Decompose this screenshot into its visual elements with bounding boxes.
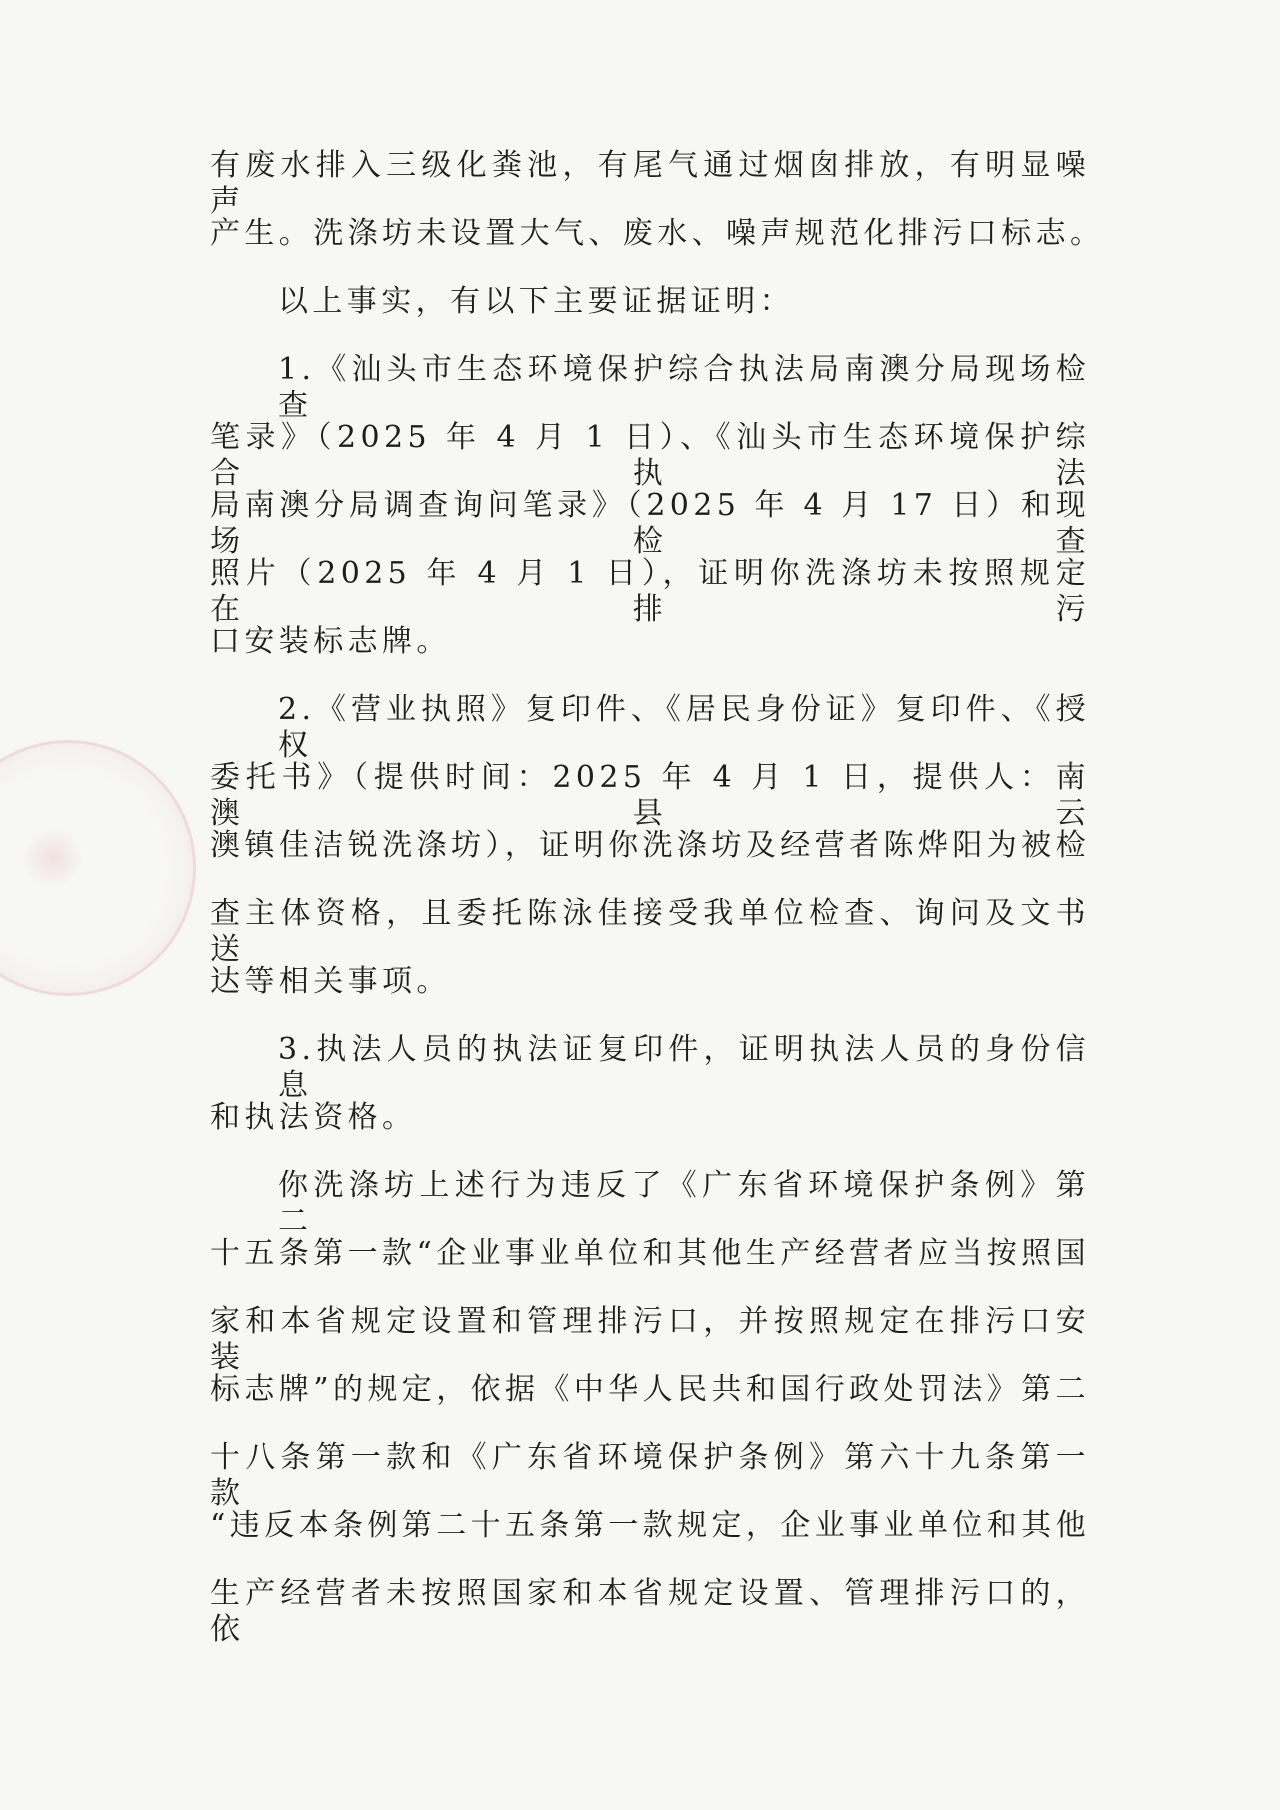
paragraph-line: 照片（2025 年 4 月 1 日），证明你洗涤坊未按照规定在排污 <box>210 556 1090 627</box>
paragraph-line: 以上事实，有以下主要证据证明： <box>278 284 794 319</box>
paragraph-line: 局南澳分局调查询问笔录》（2025 年 4 月 17 日）和现场检查 <box>210 488 1090 559</box>
paragraph-line: 3.执法人员的执法证复印件，证明执法人员的身份信息 <box>278 1032 1090 1103</box>
paragraph-line: 产生。洗涤坊未设置大气、废水、噪声规范化排污口标志。 <box>210 216 1105 251</box>
paragraph-line: 十八条第一款和《广东省环境保护条例》第六十九条第一款 <box>210 1440 1090 1511</box>
paragraph-line: 口安装标志牌。 <box>210 624 451 659</box>
paragraph-line: 和执法资格。 <box>210 1100 417 1135</box>
paragraph-line: 委托书》（提供时间：2025 年 4 月 1 日，提供人：南澳县云 <box>210 760 1090 831</box>
red-seal-stamp <box>0 740 196 996</box>
paragraph-line: 十五条第一款“企业事业单位和其他生产经营者应当按照国 <box>210 1236 1090 1271</box>
paragraph-line: 澳镇佳洁锐洗涤坊），证明你洗涤坊及经营者陈烨阳为被检 <box>210 828 1090 863</box>
paragraph-line: 达等相关事项。 <box>210 964 451 999</box>
paragraph-line: 笔录》（2025 年 4 月 1 日）、《汕头市生态环境保护综合执法 <box>210 420 1090 491</box>
paragraph-line: 查主体资格，且委托陈泳佳接受我单位检查、询问及文书送 <box>210 896 1090 967</box>
paragraph-line: 生产经营者未按照国家和本省规定设置、管理排污口的，依 <box>210 1576 1090 1647</box>
paragraph-line: 有废水排入三级化粪池，有尾气通过烟囱排放，有明显噪声 <box>210 148 1090 219</box>
paragraph-line: 1.《汕头市生态环境保护综合执法局南澳分局现场检查 <box>278 352 1090 423</box>
paragraph-line: 标志牌”的规定，依据《中华人民共和国行政处罚法》第二 <box>210 1372 1090 1407</box>
document-body <box>210 148 1105 1647</box>
paragraph-line: 你洗涤坊上述行为违反了《广东省环境保护条例》第二 <box>278 1168 1090 1239</box>
paragraph-line: 家和本省规定设置和管理排污口，并按照规定在排污口安装 <box>210 1304 1090 1375</box>
paragraph-line: “违反本条例第二十五条第一款规定，企业事业单位和其他 <box>210 1508 1090 1543</box>
paragraph-line: 2.《营业执照》复印件、《居民身份证》复印件、《授权 <box>278 692 1090 763</box>
